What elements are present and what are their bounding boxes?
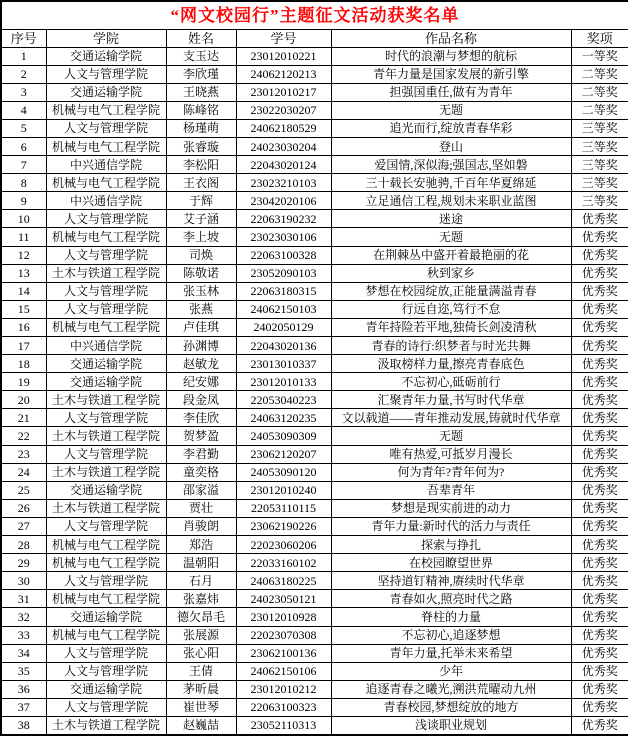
- cell-name: 王倩: [166, 662, 236, 680]
- cell-index: 2: [1, 65, 46, 83]
- table-row: [1, 101, 628, 119]
- cell-student-id: 24062150106: [236, 662, 331, 680]
- cell-college: 交通运输学院: [46, 373, 166, 391]
- cell-index: 8: [1, 174, 46, 192]
- header-row: [1, 29, 628, 47]
- cell-index: 16: [1, 318, 46, 336]
- cell-name: 肖骏朗: [166, 517, 236, 535]
- cell-award: 优秀奖: [571, 499, 628, 517]
- cell-name: 张睿璇: [166, 137, 236, 155]
- cell-student-id: 23023210103: [236, 174, 331, 192]
- cell-name: 王衣阁: [166, 174, 236, 192]
- cell-college: 土木与铁道工程学院: [46, 463, 166, 481]
- table-row: [1, 264, 628, 282]
- cell-work-title: 青年力量:新时代的活力与责任: [331, 517, 571, 535]
- cell-award: 优秀奖: [571, 373, 628, 391]
- cell-college: 交通运输学院: [46, 47, 166, 65]
- cell-college: 人文与管理学院: [46, 282, 166, 300]
- cell-student-id: 23012010240: [236, 481, 331, 499]
- cell-student-id: 2402050129: [236, 318, 331, 336]
- table-row: [1, 517, 628, 535]
- column-header-name: 姓名: [166, 29, 236, 47]
- cell-student-id: 23042020106: [236, 192, 331, 210]
- cell-index: 14: [1, 282, 46, 300]
- table-row: [1, 716, 628, 735]
- cell-work-title: 吾辈青年: [331, 481, 571, 499]
- cell-name: 贺梦盈: [166, 427, 236, 445]
- cell-name: 张燕: [166, 300, 236, 318]
- cell-name: 崔世琴: [166, 698, 236, 716]
- cell-student-id: 22023070308: [236, 626, 331, 644]
- cell-award: 优秀奖: [571, 391, 628, 409]
- table-row: [1, 481, 628, 499]
- cell-work-title: 青春校园,梦想绽放的地方: [331, 698, 571, 716]
- cell-index: 17: [1, 337, 46, 355]
- table-row: [1, 499, 628, 517]
- cell-award: 三等奖: [571, 156, 628, 174]
- cell-college: 土木与铁道工程学院: [46, 391, 166, 409]
- table-row: [1, 680, 628, 698]
- cell-college: 人文与管理学院: [46, 517, 166, 535]
- cell-name: 张展源: [166, 626, 236, 644]
- cell-name: 茅昕晨: [166, 680, 236, 698]
- cell-award: 三等奖: [571, 174, 628, 192]
- cell-student-id: 23012010217: [236, 83, 331, 101]
- column-header-award: 奖项: [571, 29, 628, 47]
- cell-college: 机械与电气工程学院: [46, 174, 166, 192]
- cell-index: 9: [1, 192, 46, 210]
- cell-college: 人文与管理学院: [46, 119, 166, 137]
- cell-award: 优秀奖: [571, 445, 628, 463]
- table-row: [1, 409, 628, 427]
- cell-name: 李佳欣: [166, 409, 236, 427]
- cell-name: 李君勤: [166, 445, 236, 463]
- cell-work-title: 青年持险若平地,独倚长剑凌清秋: [331, 318, 571, 336]
- cell-name: 德欠昂毛: [166, 608, 236, 626]
- cell-college: 机械与电气工程学院: [46, 590, 166, 608]
- cell-index: 15: [1, 300, 46, 318]
- cell-work-title: 在荆棘丛中盛开着最艳丽的花: [331, 246, 571, 264]
- cell-index: 18: [1, 355, 46, 373]
- cell-work-title: 青年力量是国家发展的新引擎: [331, 65, 571, 83]
- cell-award: 优秀奖: [571, 626, 628, 644]
- cell-work-title: 追光而行,绽放青春华彩: [331, 119, 571, 137]
- cell-index: 6: [1, 137, 46, 155]
- cell-college: 人文与管理学院: [46, 210, 166, 228]
- cell-index: 33: [1, 626, 46, 644]
- cell-index: 22: [1, 427, 46, 445]
- cell-name: 纪安娜: [166, 373, 236, 391]
- cell-work-title: 担强国重任,做有为青年: [331, 83, 571, 101]
- cell-college: 人文与管理学院: [46, 65, 166, 83]
- cell-student-id: 24062180529: [236, 119, 331, 137]
- cell-award: 优秀奖: [571, 210, 628, 228]
- cell-college: 人文与管理学院: [46, 572, 166, 590]
- cell-name: 于辉: [166, 192, 236, 210]
- cell-award: 优秀奖: [571, 554, 628, 572]
- cell-index: 30: [1, 572, 46, 590]
- cell-award: 优秀奖: [571, 300, 628, 318]
- cell-work-title: 时代的浪潮与梦想的航标: [331, 47, 571, 65]
- cell-work-title: 秋到家乡: [331, 264, 571, 282]
- cell-work-title: 青春的诗行:织梦者与时光共舞: [331, 337, 571, 355]
- cell-college: 交通运输学院: [46, 83, 166, 101]
- cell-award: 优秀奖: [571, 536, 628, 554]
- cell-index: 27: [1, 517, 46, 535]
- cell-index: 37: [1, 698, 46, 716]
- cell-award: 优秀奖: [571, 355, 628, 373]
- cell-index: 12: [1, 246, 46, 264]
- cell-work-title: 三十载长安驰骋,千百年华夏绵延: [331, 174, 571, 192]
- cell-name: 邵家溢: [166, 481, 236, 499]
- cell-index: 24: [1, 463, 46, 481]
- column-header-id: 学号: [236, 29, 331, 47]
- cell-name: 赵巍喆: [166, 716, 236, 735]
- column-header-title: 作品名称: [331, 29, 571, 47]
- table-row: [1, 210, 628, 228]
- cell-name: 贾壮: [166, 499, 236, 517]
- cell-student-id: 23023030106: [236, 228, 331, 246]
- cell-student-id: 23052090103: [236, 264, 331, 282]
- cell-name: 童奕格: [166, 463, 236, 481]
- cell-work-title: 立足通信工程,规划未来职业蓝图: [331, 192, 571, 210]
- table-row: [1, 47, 628, 65]
- cell-name: 艾子涵: [166, 210, 236, 228]
- cell-student-id: 22043020124: [236, 156, 331, 174]
- cell-index: 19: [1, 373, 46, 391]
- cell-student-id: 24063180225: [236, 572, 331, 590]
- column-header-college: 学院: [46, 29, 166, 47]
- table-row: [1, 282, 628, 300]
- cell-name: 段金凤: [166, 391, 236, 409]
- table-row: [1, 373, 628, 391]
- cell-college: 机械与电气工程学院: [46, 137, 166, 155]
- document-title: “网文校园行”主题征文活动获奖名单: [1, 1, 628, 29]
- cell-award: 优秀奖: [571, 228, 628, 246]
- cell-college: 机械与电气工程学院: [46, 101, 166, 119]
- table-row: [1, 355, 628, 373]
- cell-student-id: 24053090120: [236, 463, 331, 481]
- cell-student-id: 23012010212: [236, 680, 331, 698]
- cell-work-title: 何为青年?青年何为?: [331, 463, 571, 481]
- cell-work-title: 不忘初心,砥砺前行: [331, 373, 571, 391]
- cell-college: 人文与管理学院: [46, 246, 166, 264]
- cell-name: 李欣瑾: [166, 65, 236, 83]
- table-row: [1, 300, 628, 318]
- cell-student-id: 23052110313: [236, 716, 331, 735]
- table-row: [1, 608, 628, 626]
- cell-index: 13: [1, 264, 46, 282]
- cell-student-id: 24062120213: [236, 65, 331, 83]
- cell-index: 38: [1, 716, 46, 735]
- cell-award: 二等奖: [571, 65, 628, 83]
- cell-college: 土木与铁道工程学院: [46, 716, 166, 735]
- cell-work-title: 登山: [331, 137, 571, 155]
- cell-college: 人文与管理学院: [46, 409, 166, 427]
- cell-student-id: 22063180315: [236, 282, 331, 300]
- cell-award: 三等奖: [571, 119, 628, 137]
- table-row: [1, 137, 628, 155]
- document-title-row: [1, 1, 628, 29]
- cell-student-id: 22063100323: [236, 698, 331, 716]
- cell-award: 优秀奖: [571, 264, 628, 282]
- table-row: [1, 698, 628, 716]
- cell-work-title: 文以载道——青年推动发展,铸就时代华章: [331, 409, 571, 427]
- cell-award: 优秀奖: [571, 409, 628, 427]
- cell-student-id: 22023060206: [236, 536, 331, 554]
- table-row: [1, 590, 628, 608]
- cell-index: 26: [1, 499, 46, 517]
- table-row: [1, 463, 628, 481]
- column-header-index: 序号: [1, 29, 46, 47]
- table-row: [1, 427, 628, 445]
- cell-work-title: 汲取榜样力量,擦亮青春底色: [331, 355, 571, 373]
- cell-college: 土木与铁道工程学院: [46, 427, 166, 445]
- cell-student-id: 22063100328: [236, 246, 331, 264]
- cell-name: 张玉林: [166, 282, 236, 300]
- cell-award: 优秀奖: [571, 463, 628, 481]
- cell-work-title: 迷途: [331, 210, 571, 228]
- cell-student-id: 24053090309: [236, 427, 331, 445]
- cell-student-id: 22063190232: [236, 210, 331, 228]
- cell-name: 赵敏龙: [166, 355, 236, 373]
- cell-work-title: 青春如火,照亮时代之路: [331, 590, 571, 608]
- cell-work-title: 无题: [331, 228, 571, 246]
- cell-student-id: 23013010337: [236, 355, 331, 373]
- cell-work-title: 探索与挣扎: [331, 536, 571, 554]
- cell-award: 二等奖: [571, 83, 628, 101]
- cell-work-title: 追逐青春之曦光,溯洪荒曜动九州: [331, 680, 571, 698]
- cell-award: 优秀奖: [571, 427, 628, 445]
- cell-index: 11: [1, 228, 46, 246]
- cell-index: 29: [1, 554, 46, 572]
- cell-index: 31: [1, 590, 46, 608]
- table-row: [1, 192, 628, 210]
- cell-college: 机械与电气工程学院: [46, 626, 166, 644]
- cell-college: 土木与铁道工程学院: [46, 264, 166, 282]
- cell-work-title: 坚持道钉精神,赓续时代华章: [331, 572, 571, 590]
- cell-index: 28: [1, 536, 46, 554]
- cell-college: 交通运输学院: [46, 481, 166, 499]
- cell-college: 机械与电气工程学院: [46, 228, 166, 246]
- cell-award: 优秀奖: [571, 662, 628, 680]
- cell-name: 郑浩: [166, 536, 236, 554]
- cell-index: 23: [1, 445, 46, 463]
- table-row: [1, 119, 628, 137]
- cell-index: 35: [1, 662, 46, 680]
- cell-index: 7: [1, 156, 46, 174]
- cell-student-id: 23012010133: [236, 373, 331, 391]
- cell-award: 优秀奖: [571, 517, 628, 535]
- cell-index: 36: [1, 680, 46, 698]
- cell-name: 李上坡: [166, 228, 236, 246]
- cell-award: 优秀奖: [571, 246, 628, 264]
- cell-student-id: 22053040223: [236, 391, 331, 409]
- cell-college: 交通运输学院: [46, 355, 166, 373]
- cell-name: 温朝阳: [166, 554, 236, 572]
- cell-college: 机械与电气工程学院: [46, 536, 166, 554]
- table-row: [1, 626, 628, 644]
- table-row: [1, 83, 628, 101]
- cell-award: 三等奖: [571, 137, 628, 155]
- table-row: [1, 337, 628, 355]
- cell-work-title: 爱国情,深似海;强国志,坚如磐: [331, 156, 571, 174]
- cell-name: 孙渊博: [166, 337, 236, 355]
- cell-index: 25: [1, 481, 46, 499]
- cell-work-title: 唯有热爱,可抵岁月漫长: [331, 445, 571, 463]
- cell-award: 优秀奖: [571, 481, 628, 499]
- cell-college: 机械与电气工程学院: [46, 554, 166, 572]
- table-row: [1, 174, 628, 192]
- table-row: [1, 445, 628, 463]
- cell-work-title: 少年: [331, 662, 571, 680]
- cell-student-id: 22053110115: [236, 499, 331, 517]
- cell-award: 一等奖: [571, 47, 628, 65]
- cell-name: 支玉达: [166, 47, 236, 65]
- cell-college: 机械与电气工程学院: [46, 318, 166, 336]
- cell-award: 优秀奖: [571, 698, 628, 716]
- cell-award: 优秀奖: [571, 590, 628, 608]
- cell-work-title: 汇聚青年力量,书写时代华章: [331, 391, 571, 409]
- cell-name: 陈峰铭: [166, 101, 236, 119]
- cell-college: 人文与管理学院: [46, 300, 166, 318]
- cell-name: 陈敬诺: [166, 264, 236, 282]
- cell-award: 优秀奖: [571, 282, 628, 300]
- cell-index: 4: [1, 101, 46, 119]
- cell-college: 人文与管理学院: [46, 698, 166, 716]
- cell-work-title: 梦想在校园绽放,正能量满溢青春: [331, 282, 571, 300]
- table-row: [1, 554, 628, 572]
- cell-name: 石月: [166, 572, 236, 590]
- cell-work-title: 浅谈职业规划: [331, 716, 571, 735]
- table-row: [1, 662, 628, 680]
- table-row: [1, 572, 628, 590]
- cell-college: 中兴通信学院: [46, 156, 166, 174]
- cell-index: 32: [1, 608, 46, 626]
- cell-index: 5: [1, 119, 46, 137]
- table-row: [1, 391, 628, 409]
- cell-award: 优秀奖: [571, 572, 628, 590]
- cell-college: 人文与管理学院: [46, 644, 166, 662]
- cell-student-id: 22033160102: [236, 554, 331, 572]
- cell-college: 交通运输学院: [46, 608, 166, 626]
- table-row: [1, 536, 628, 554]
- table-row: [1, 228, 628, 246]
- cell-index: 3: [1, 83, 46, 101]
- cell-index: 34: [1, 644, 46, 662]
- cell-college: 土木与铁道工程学院: [46, 499, 166, 517]
- cell-award: 优秀奖: [571, 337, 628, 355]
- cell-work-title: 行远自迩,笃行不怠: [331, 300, 571, 318]
- cell-work-title: 在校园瞭望世界: [331, 554, 571, 572]
- cell-student-id: 23062100136: [236, 644, 331, 662]
- cell-index: 21: [1, 409, 46, 427]
- cell-student-id: 23062190226: [236, 517, 331, 535]
- cell-student-id: 23012010928: [236, 608, 331, 626]
- cell-index: 1: [1, 47, 46, 65]
- cell-name: 张心阳: [166, 644, 236, 662]
- cell-award: 优秀奖: [571, 644, 628, 662]
- cell-college: 交通运输学院: [46, 680, 166, 698]
- table-row: [1, 318, 628, 336]
- cell-name: 司焕: [166, 246, 236, 264]
- cell-name: 卢佳琪: [166, 318, 236, 336]
- cell-work-title: 无题: [331, 427, 571, 445]
- cell-college: 人文与管理学院: [46, 445, 166, 463]
- cell-work-title: 不忘初心,追逐梦想: [331, 626, 571, 644]
- cell-name: 杨瑾萌: [166, 119, 236, 137]
- cell-work-title: 青年力量,托举未来希望: [331, 644, 571, 662]
- cell-name: 张嘉炜: [166, 590, 236, 608]
- cell-index: 10: [1, 210, 46, 228]
- cell-award: 优秀奖: [571, 608, 628, 626]
- cell-college: 中兴通信学院: [46, 192, 166, 210]
- cell-college: 人文与管理学院: [46, 662, 166, 680]
- cell-work-title: 脊柱的力量: [331, 608, 571, 626]
- cell-award: 优秀奖: [571, 716, 628, 735]
- cell-name: 李松阳: [166, 156, 236, 174]
- cell-award: 优秀奖: [571, 680, 628, 698]
- table-row: [1, 65, 628, 83]
- cell-student-id: 24062150103: [236, 300, 331, 318]
- cell-student-id: 23022030207: [236, 101, 331, 119]
- cell-name: 王晓燕: [166, 83, 236, 101]
- cell-award: 三等奖: [571, 192, 628, 210]
- table-body: [1, 47, 628, 735]
- cell-index: 20: [1, 391, 46, 409]
- cell-student-id: 24023050121: [236, 590, 331, 608]
- cell-student-id: 23062120207: [236, 445, 331, 463]
- table-row: [1, 156, 628, 174]
- cell-student-id: 24063120235: [236, 409, 331, 427]
- cell-student-id: 24023030204: [236, 137, 331, 155]
- cell-award: 二等奖: [571, 101, 628, 119]
- table-row: [1, 644, 628, 662]
- cell-award: 优秀奖: [571, 318, 628, 336]
- cell-work-title: 梦想是现实前进的动力: [331, 499, 571, 517]
- cell-college: 中兴通信学院: [46, 337, 166, 355]
- cell-student-id: 23012010221: [236, 47, 331, 65]
- cell-student-id: 22043020136: [236, 337, 331, 355]
- table-row: [1, 246, 628, 264]
- cell-work-title: 无题: [331, 101, 571, 119]
